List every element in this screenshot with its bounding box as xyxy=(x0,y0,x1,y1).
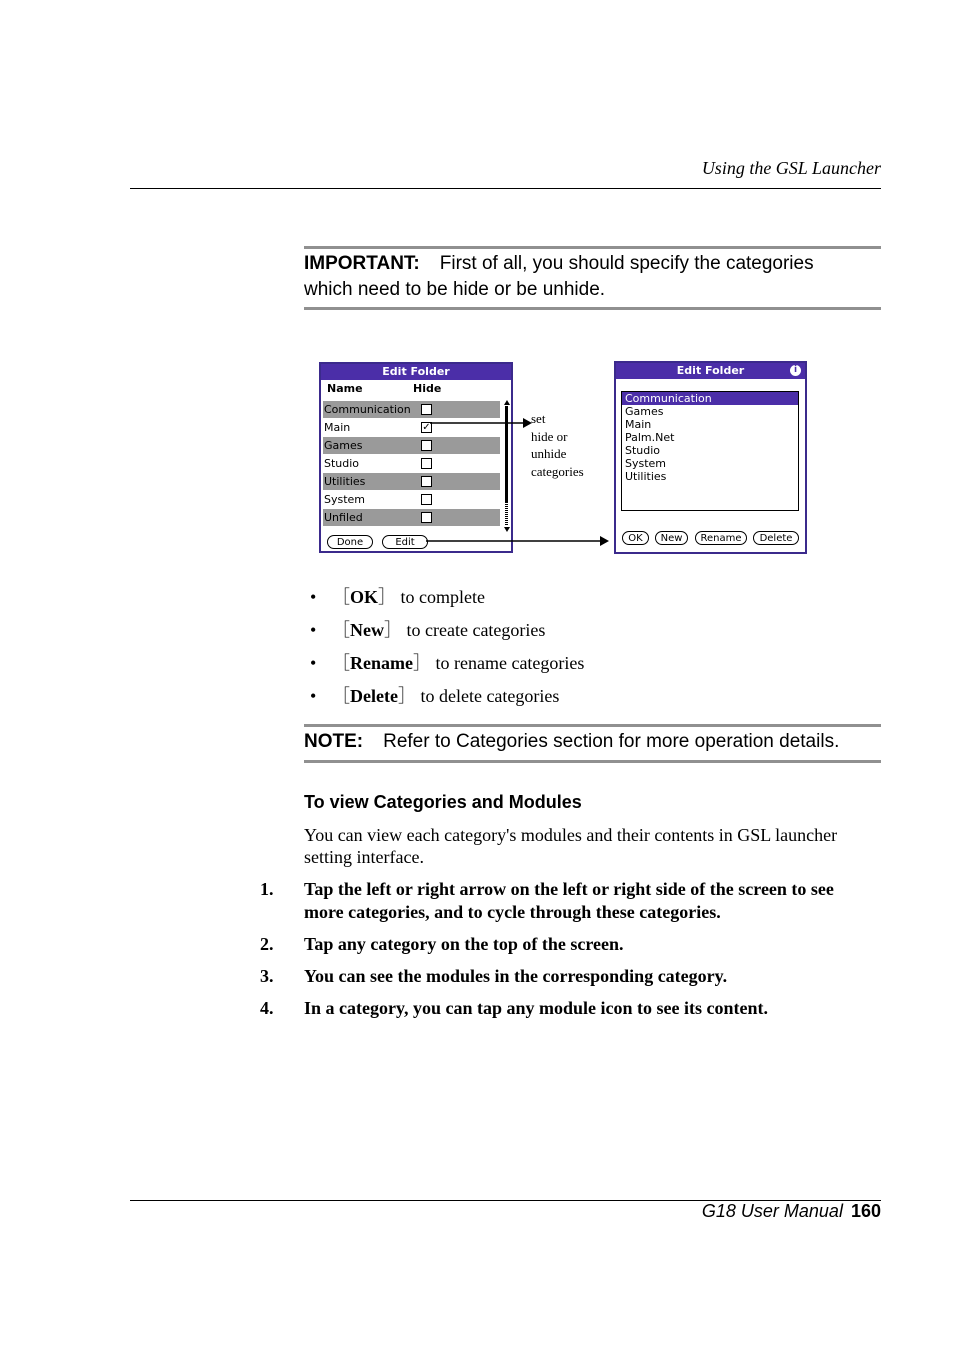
category-label: Main xyxy=(324,421,351,434)
step-number: 2. xyxy=(260,934,274,954)
note-callout xyxy=(304,729,881,755)
screen1-title: Edit Folder xyxy=(321,364,511,380)
ok-button[interactable]: OK xyxy=(622,531,649,545)
bracket: ］ xyxy=(378,587,397,607)
bullet-desc: to delete categories xyxy=(420,686,560,706)
note-label: NOTE: xyxy=(304,731,364,752)
rename-button[interactable]: Rename xyxy=(695,531,747,545)
new-button[interactable]: New xyxy=(655,531,688,545)
bullet-term: New xyxy=(350,620,384,640)
step-text: Tap the left or right arrow on the left or right side of the screen to see xyxy=(304,879,834,899)
annotation-line: categories xyxy=(531,463,584,479)
done-button[interactable]: Done xyxy=(327,535,373,549)
step-number: 4. xyxy=(260,998,274,1018)
annotation-line: set xyxy=(531,411,546,426)
bullet-icon: • xyxy=(310,653,317,673)
list-item xyxy=(310,584,584,617)
scroll-up-arrow-icon[interactable] xyxy=(504,400,510,405)
list-item-system[interactable]: System xyxy=(625,457,667,470)
note-bottom-rule xyxy=(304,760,881,763)
note-top-rule xyxy=(304,724,881,727)
section-heading: To view Categories and Modules xyxy=(304,792,582,812)
category-list xyxy=(621,391,799,511)
important-label: IMPORTANT: xyxy=(304,253,420,274)
step-number: 1. xyxy=(260,879,274,899)
bracket: ［ xyxy=(332,686,350,706)
category-label: Communication xyxy=(324,403,411,416)
page-footer xyxy=(702,1201,881,1222)
step-number: 3. xyxy=(260,966,274,986)
bullet-desc: to create categories xyxy=(406,620,546,640)
connector-arrows xyxy=(420,410,620,550)
bullet-term: OK xyxy=(350,587,379,607)
list-item-studio[interactable]: Studio xyxy=(625,444,661,457)
bullet-desc: to rename categories xyxy=(435,653,585,673)
category-label: Utilities xyxy=(324,475,366,488)
screen2-title: Edit Folder xyxy=(616,363,805,379)
header-rule xyxy=(130,188,881,189)
list-item-utilities[interactable]: Utilities xyxy=(625,470,667,483)
delete-button[interactable]: Delete xyxy=(753,531,799,545)
paragraph-line: You can view each category's modules and their contents in GSL launcher xyxy=(304,825,838,845)
edit-button[interactable]: Edit xyxy=(382,535,428,549)
hide-checkbox-checked[interactable]: ✓ xyxy=(422,422,431,433)
note-text: Refer to Categories section for more operation details. xyxy=(383,731,840,752)
list-item-communication[interactable]: Communication xyxy=(622,392,798,405)
column-name-header: Name xyxy=(327,382,363,395)
annotation xyxy=(531,410,584,480)
paragraph-line: setting interface. xyxy=(304,847,424,867)
step-1 xyxy=(260,878,880,924)
edit-folder-list-screen xyxy=(614,361,807,554)
page-number: 160 xyxy=(850,1201,881,1221)
list-item xyxy=(310,650,584,683)
step-text: Tap any category on the top of the screen. xyxy=(304,934,624,954)
running-header: Using the GSL Launcher xyxy=(701,158,881,178)
list-item-main[interactable]: Main xyxy=(625,418,652,431)
bracket: ］ xyxy=(397,686,416,706)
bracket: ［ xyxy=(332,620,350,640)
category-label: Studio xyxy=(324,457,360,470)
annotation-line: hide or xyxy=(531,428,568,444)
important-text-2: which need to be hide or be unhide. xyxy=(304,279,606,300)
list-item-games[interactable]: Games xyxy=(625,405,664,418)
bullet-desc: to complete xyxy=(400,587,485,607)
bullet-icon: • xyxy=(310,620,317,640)
bracket: ］ xyxy=(384,620,402,640)
step-3 xyxy=(260,965,880,988)
bullet-icon: • xyxy=(310,587,317,607)
important-bottom-rule xyxy=(304,307,881,310)
category-label: Games xyxy=(324,439,363,452)
list-item-palmnet[interactable]: Palm.Net xyxy=(625,431,675,444)
step-text: In a category, you can tap any module icon to see its content. xyxy=(304,998,768,1018)
bracket: ［ xyxy=(332,587,350,607)
annotation-line: unhide xyxy=(531,446,567,461)
list-item xyxy=(310,683,584,716)
important-callout xyxy=(304,251,881,303)
bullet-term: Rename xyxy=(350,653,413,673)
arrowhead-icon xyxy=(600,536,609,546)
section-paragraph xyxy=(304,824,884,868)
bullet-icon: • xyxy=(310,686,317,706)
important-top-rule xyxy=(304,246,881,249)
manual-title: G18 User Manual xyxy=(701,1201,843,1221)
category-label: Unfiled xyxy=(324,511,363,524)
step-4 xyxy=(260,997,880,1020)
list-item xyxy=(310,617,584,650)
bracket: ［ xyxy=(332,653,350,673)
bullet-term: Delete xyxy=(350,686,398,706)
column-hide-header: Hide xyxy=(413,382,442,395)
bracket: ］ xyxy=(412,653,431,673)
step-2 xyxy=(260,933,880,956)
category-label: System xyxy=(324,493,366,506)
button-bullet-list xyxy=(310,584,584,716)
step-text: more categories, and to cycle through these categories. xyxy=(304,902,721,922)
step-text: You can see the modules in the corresponding category. xyxy=(304,966,728,986)
important-text: First of all, you should specify the categories xyxy=(439,253,814,274)
info-icon[interactable]: i xyxy=(790,365,801,376)
